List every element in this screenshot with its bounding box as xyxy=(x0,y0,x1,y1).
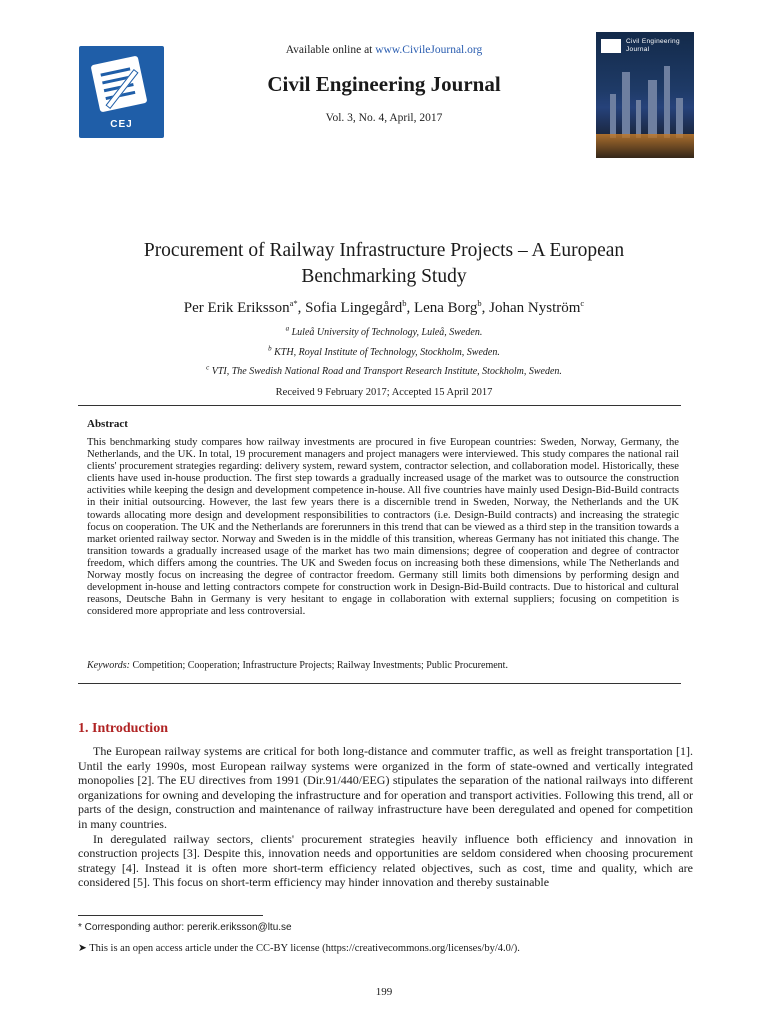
abstract-text: This benchmarking study compares how railway investments are procured in five European countries: Sweden, Norway, Germany, the Netherlands, and the UK. In total, 19 procurement managers and project managers were interviewed. This study compares the national rail clients' procurement strategies regarding: delivery system, reward system, contractor selection, and collaboration model. Historically, these clients have used in-house production. The first step towards a gradually increased usage of the market was to outsource the construction activities while keeping the design and development competence in-house. All five countries have mainly used Design-Bid-Build contracts in their initial outsourcing. However, the last few years there is a discernible trend in Sweden, Norway, the Netherlands and the UK towards allocating more design and development responsibilities to contractors (i.e. Design-Build contracts) and increasing the strategic focus on cooperation. The UK and the Netherlands are forerunners in this trend that can be viewed as a third step in the transition towards a market oriented railway sector. Norway and Sweden is in the middle of this transition, whereas Germany has not initiated this change. The transition towards a gradually increased usage of the market has two main dimensions; degree of cooperation and degree of contractor freedom, which differs among the countries. The UK and Sweden focus on increasing both these dimensions, while The Netherlands and Norway mostly focus on increasing the degree of contractor freedom. Germany still limits both dimensions by performing design and development in-house and letting contractors compete for construction work in Design-Bid-Build contracts. Due to historical and cultural reasons, Deutsche Bahn in Germany is very hesitant to engage in collaboration with external suppliers; focusing on competition is considered more appropriate and less controversial. xyxy=(87,437,679,618)
journal-website-link[interactable]: www.CivileJournal.org xyxy=(375,44,483,56)
divider xyxy=(78,405,681,406)
author-name: Johan Nyström xyxy=(489,300,581,316)
paragraph: In deregulated railway sectors, clients' procurement strategies heavily influence both efficiency and innovation in construction projects [3]. Despite this, innovation needs and opportunities are seldom considered when choosing procurement strategy [4]. Instead it is often more short-term efficiency related objectives, such as cost, time and quality, which are considered [5]. This focus on short-term efficiency may hinder innovation and thereby sustainable xyxy=(78,831,693,890)
journal-cover-image xyxy=(596,32,694,158)
author-name: Sofia Lingegård xyxy=(305,300,403,316)
journal-volume: Vol. 3, No. 4, April, 2017 xyxy=(325,112,443,124)
affiliation: $^b$ KTH, Royal Institute of Technology, Stockholm, Sweden. xyxy=(268,344,500,358)
availability-prefix: Available online at xyxy=(285,44,376,56)
keywords: Keywords: Competition; Cooperation; Infrastructure Projects; Railway Investments; Public Procurement. xyxy=(87,660,508,671)
paragraph: The European railway systems are critical for both long-distance and commuter traffic, as well as freight transportation [1]. Until the early 1990s, most European railway systems were organized in the form of state-owned and vertically integrated monopolies [2]. The EU directives from 1991 (Dir.91/440/EEG) stipulates the separation of the national railways into different organizations for owning and developing the infrastructure and for operation and transport activities. Following this trend, all or parts of the design, construction and maintenance of railway infrastructure have been deregulated and opened for competition in many countries. xyxy=(78,744,693,831)
corresponding-author-note: * Corresponding author: pererik.eriksson@ltu.se xyxy=(78,922,292,933)
divider xyxy=(78,683,681,684)
affiliation: $^a$ Luleå University of Technology, Luleå, Sweden. xyxy=(285,324,483,338)
author-name: Per Erik Eriksson xyxy=(183,300,290,316)
author-list: Per Erik Eriksson$^{a*}$, Sofia Lingegård$^b$, Lena Borg$^b$, Johan Nyström$^c$ xyxy=(183,298,585,316)
cover-logo xyxy=(601,39,621,53)
author-name: Lena Borg xyxy=(413,300,478,316)
cover-title: Civil Engineering Journal xyxy=(626,38,680,53)
paper-title: Procurement of Railway Infrastructure Projects – A European Benchmarking Study xyxy=(143,240,625,287)
affiliation: $^c$ VTI, The Swedish National Road and Transport Research Institute, Stockholm, Sweden. xyxy=(206,363,562,377)
journal-title: Civil Engineering Journal xyxy=(267,72,501,96)
abstract-heading: Abstract xyxy=(87,418,128,430)
section-heading-introduction: 1. Introduction xyxy=(78,721,168,736)
license-note: ➤ This is an open access article under the CC-BY license (https://creativecommons.org/licenses/by/4.0/). xyxy=(78,943,520,954)
logo-label: CEJ xyxy=(110,119,133,130)
footnote-divider xyxy=(78,915,263,916)
page-number: 199 xyxy=(375,986,393,998)
introduction-body xyxy=(78,744,693,890)
received-dates: Received 9 February 2017; Accepted 15 April 2017 xyxy=(275,387,493,398)
